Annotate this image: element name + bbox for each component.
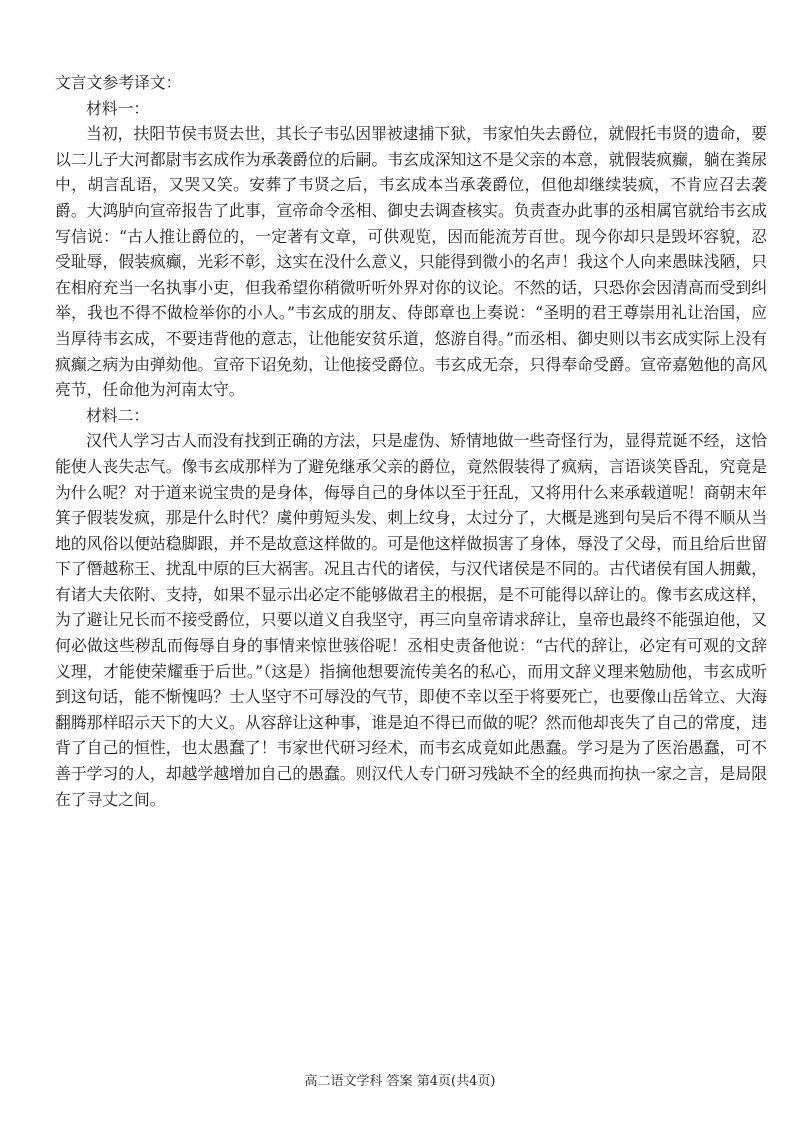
material-two-label: 材料二： — [86, 405, 150, 425]
material-two-paragraph: 汉代人学习古人而没有找到正确的方法，只是虚伪、矫情地做一些奇怪行为，显得荒诞不经，这恰能使人丧失志气。像韦玄成那样为了避免继承父亲的爵位，竟然假装得了疯病，言语谈笑昏乱，究竟是为什么呢？对于道来说宝贵的是身体，侮辱自己的身体以至于狂乱，又将用什么来承载道呢！商朝末年箕子假装发疯，那是什么时代？虞仲剪短头发、刺上纹身，太过分了，大概是逃到句吴后不得不顺从当地的风俗以便站稳脚跟，并不是故意这样做的。可是他这样做损害了身体，辱没了父母，而且给后世留下了僭越称王、扰乱中原的巨大祸害。况且古代的诸侯，与汉代诸侯是不同的。古代诸侯有国人拥戴，有诸大夫依附、支持，如果不显示出必定不能够做君主的根据，是不可能得以辞让的。像韦玄成这样，为了避让兄长而不接受爵位，只要以道义自我坚守，再三向皇帝请求辞让，皇帝也最终不能强迫他，又何必做这些秽乱而侮辱自身的事情来惊世骇俗呢！丞相史责备他说：“古代的辞让，必定有可观的文辞义理，才能使荣耀垂于后世。”（这是）指摘他想要流传美名的私心，而用文辞义理来勉励他，韦玄成听到这句话，能不惭愧吗？士人坚守不可辱没的气节，即使不幸以至于将要死亡，也要像山岳耸立、大海翻腾那样昭示天下的大义。从容辞让这种事，谁是迫不得已而做的呢？然而他却丧失了自己的常度，违背了自己的恒性，也太愚蠢了！韦家世代研习经术，而韦玄成竟如此愚蠢。学习是为了医治愚蠢，可不善于学习的人，却越学越增加自己的愚蠢。则汉代人专门研习残缺不全的经典而拘执一家之言，是局限在了寻丈之间。 — [55, 431, 767, 809]
page-footer: 高二语文学科 答案 第4页(共4页) — [304, 1074, 496, 1089]
material-one-label: 材料一： — [86, 98, 150, 118]
document-heading: 文言文参考译文： — [55, 73, 182, 92]
document-body — [55, 70, 767, 812]
material-one-paragraph: 当初，扶阳节侯韦贤去世，其长子韦弘因罪被逮捕下狱，韦家怕失去爵位，就假托韦贤的遗命，要以二儿子大河都尉韦玄成作为承袭爵位的后嗣。韦玄成深知这不是父亲的本意，就假装疯癫，躺在粪尿中，胡言乱语，又哭又笑。安葬了韦贤之后，韦玄成本当承袭爵位，但他却继续装疯，不肯应召去袭爵。大鸿胪向宣帝报告了此事，宣帝命令丞相、御史去调查核实。负责查办此事的丞相属官就给韦玄成写信说：“古人推让爵位的，一定著有文章，可供观览，因而能流芳百世。现今你却只是毁坏容貌，忍受耻辱，假装疯癫，光彩不彰，这实在没什么意义，只能得到微小的名声！我这个人向来愚昧浅陋，只在相府充当一名执事小吏，但我希望你稍微听听外界对你的议论。不然的话，只恐你会因清高而受到纠举，我也不得不做检举你的小人。”韦玄成的朋友、侍郎章也上奏说：“圣明的君王尊崇用礼让治国，应当厚待韦玄成，不要违背他的意志，让他能安贫乐道，悠游自得。”而丞相、御史则以韦玄成实际上没有疯癫之病为由弹劾他。宣帝下诏免劾，让他接受爵位。韦玄成无奈，只得奉命受爵。宣帝嘉勉他的高风亮节，任命他为河南太守。 — [55, 124, 767, 400]
